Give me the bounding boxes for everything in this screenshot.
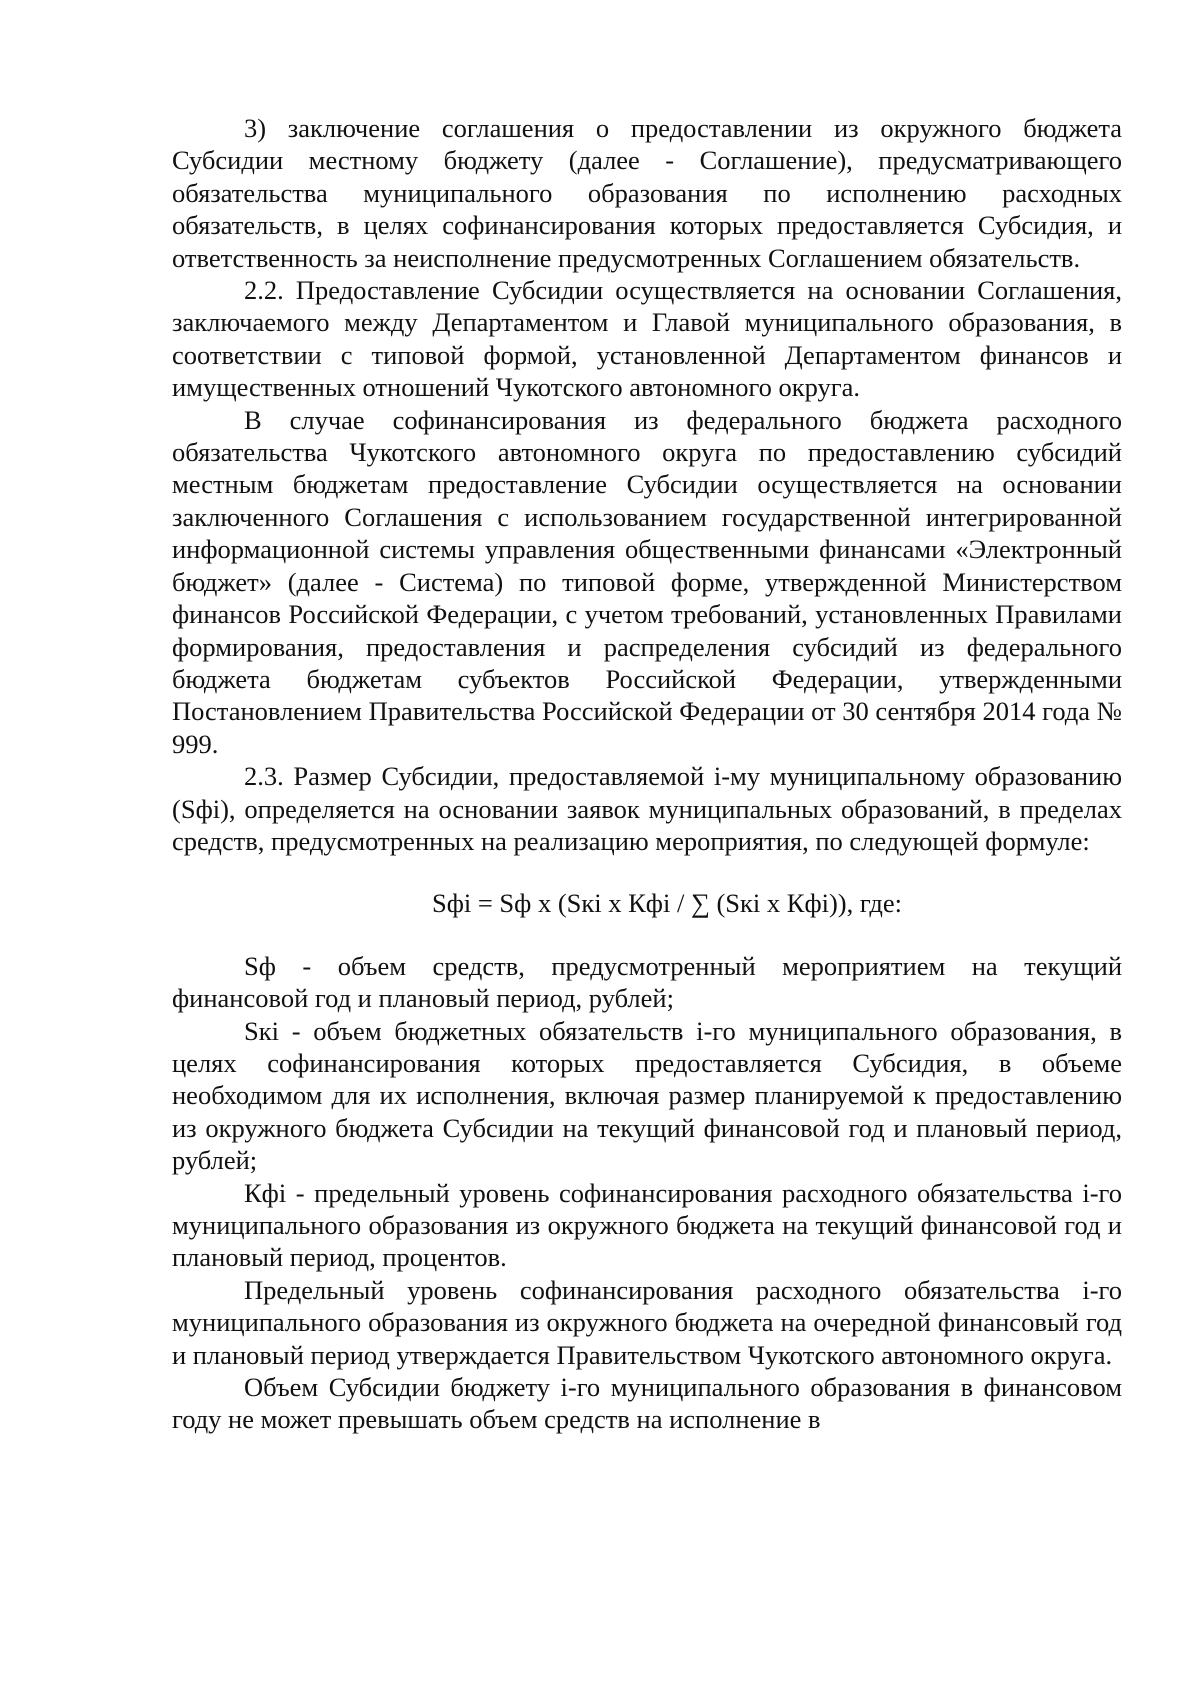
- paragraph-cofinancing-limit: Предельный уровень софинансирования расходного обязательства i-го муниципального образования из окружного бюджета на очередной финансовый год и плановый период утверждается Правительством Чукотского автономного округа.: [172, 1274, 1122, 1370]
- document-body: [172, 112, 1122, 1436]
- paragraph-section-2-2: 2.2. Предоставление Субсидии осуществляется на основании Соглашения, заключаемого между Департаментом и Главой муниципального образования, в соответствии с типовой формой, установленной Департаментом финансов и имущественных отношений Чукотского автономного округа.: [172, 275, 1122, 403]
- paragraph-definition-ski: Sкi - объем бюджетных обязательств i-го муниципального образования, в целях софинансирования которых предоставляется Субсидия, в объеме необходимом для их исполнения, включая размер планируемой к предоставлению из окружного бюджета Субсидии на текущий финансовой год и плановый период, рублей;: [172, 1015, 1122, 1176]
- paragraph-subsidy-volume: Объем Субсидии бюджету i-го муниципального образования в финансовом году не может превышать объем средств на исполнение в: [172, 1372, 1122, 1435]
- paragraph-section-2-3: 2.3. Размер Субсидии, предоставляемой i-му муниципальному образованию (Sфi), определяется на основании заявок муниципальных образований, в пределах средств, предусмотренных на реализацию мероприятия, по следующей формуле:: [172, 761, 1122, 856]
- paragraph-definition-kfi: Кфi - предельный уровень софинансирования расходного обязательства i-го муниципального образования из окружного бюджета на текущий финансовой год и плановый период, процентов.: [172, 1177, 1122, 1273]
- paragraph-definition-sf: Sф - объем средств, предусмотренный мероприятием на текущий финансовой год и плановый период, рублей;: [172, 950, 1122, 1014]
- subsidy-formula: Sфi = Sф x (Sкi x Кфi / ∑ (Sкi x Кфi)), где:: [431, 888, 903, 919]
- paragraph-clause-3: 3) заключение соглашения о предоставлении из окружного бюджета Субсидии местному бюджету (далее - Соглашение), предусматривающего обязательства муниципального образования по исполнению расходных обязательств, в целях софинансирования которых предоставляется Субсидия, и ответственность за неисполнение предусмотренных Соглашением обязательств.: [172, 113, 1122, 273]
- paragraph-federal-cofinancing: В случае софинансирования из федерального бюджета расходного обязательства Чукотского автономного округа по предоставлению субсидий местным бюджетам предоставление Субсидии осуществляется на основании заключенного Соглашения с использованием государственной интегрированной информационной системы управления общественными финансами «Электронный бюджет» (далее - Система) по типовой форме, утвержденной Министерством финансов Российской Федерации, с учетом требований, установленных Правилами формирования, предоставления и распределения субсидий из федерального бюджета бюджетам субъектов Российской Федерации, утвержденными Постановлением Правительства Российской Федерации от 30 сентября 2014 года № 999.: [172, 404, 1122, 759]
